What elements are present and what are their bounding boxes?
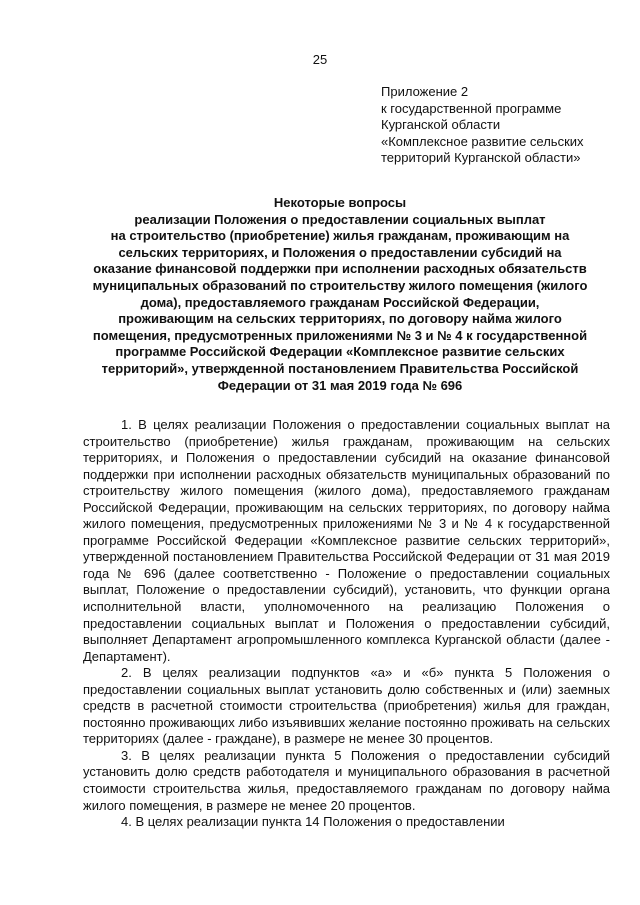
title-line: дома), предоставляемого гражданам Российской Федерации, (140, 294, 540, 310)
title-line: сельских территориях, и Положения о предоставлении субсидий на (118, 244, 562, 260)
appendix-line: Приложение 2 (381, 84, 469, 99)
appendix-line: «Комплексное развитие сельских (381, 133, 584, 149)
title-line: территорий», утвержденной постановлением Правительства Российской (101, 360, 579, 376)
title-line: Федерации от 31 мая 2019 года № 696 (217, 377, 463, 393)
document-title (70, 195, 610, 394)
paragraph-4: 4. В целях реализации пункта 14 Положения о предоставлении (121, 814, 505, 830)
appendix-line: Курганской области (381, 117, 501, 132)
appendix-header (381, 84, 631, 167)
title-line: муниципальных образований по строительству жилого помещения (жилого (92, 277, 588, 293)
paragraph-2: 2. В целях реализации подпунктов «а» и «б» пункта 5 Положения о предоставлении социальных выплат установить долю собственных и (или) заемных средств в расчетной стоимости строительства (приобретения) жилья для граждан, постоянно проживающих либо изъявивших желание постоянно проживать на сельских территориях (далее - граждане), в размере не менее 30 процентов. (83, 665, 610, 747)
page-number: 25 (312, 52, 328, 67)
title-line: оказание финансовой поддержки при исполнении расходных обязательств (93, 261, 587, 277)
document-body (83, 417, 610, 831)
title-line: помещения, предусмотренных приложениями № 3 и № 4 к государственной (92, 327, 588, 343)
title-line: программе Российской Федерации «Комплексное развитие сельских (115, 344, 565, 360)
paragraph-3: 3. В целях реализации пункта 5 Положения о предоставлении субсидий установить долю средств работодателя и муниципального образования в расчетной стоимости строительства жилья, предоставляемого гражданам по договору найма жилого помещения, в размере не менее 20 процентов. (83, 747, 610, 813)
appendix-line: к государственной программе (381, 100, 562, 116)
title-line: реализации Положения о предоставлении социальных выплат (134, 211, 546, 227)
title-line: Некоторые вопросы (273, 195, 407, 210)
paragraph-1: 1. В целях реализации Положения о предоставлении социальных выплат на строительство (приобретение) жилья гражданам, проживающим на сельских территориях, и Положения о предоставлении субсидий на оказание финансовой поддержки при исполнении расходных обязательств муниципальных образований по строительству жилого помещения (жилого дома), предоставляемого гражданам Российской Федерации, проживающим на сельских территориях, по договору найма жилого помещения, предусмотренных приложениями № 3 и № 4 к государственной программе Российской Федерации «Комплексное развитие сельских территорий», утвержденной постановлением Правительства Российской Федерации от 31 мая 2019 года № 696 (далее соответственно - Положение о предоставлении социальных выплат, Положение о предоставлении субсидий), установить, что функции органа исполнительной власти, уполномоченного на реализацию Положения о предоставлении социальных выплат и Положения о предоставлении субсидий, выполняет Департамент агропромышленного комплекса Курганской области (далее - Департамент). (83, 417, 610, 664)
title-line: проживающим на сельских территориях, по договору найма жилого (118, 311, 562, 327)
appendix-line: территорий Курганской области» (381, 150, 581, 165)
title-line: на строительство (приобретение) жилья гражданам, проживающим на (110, 228, 570, 244)
